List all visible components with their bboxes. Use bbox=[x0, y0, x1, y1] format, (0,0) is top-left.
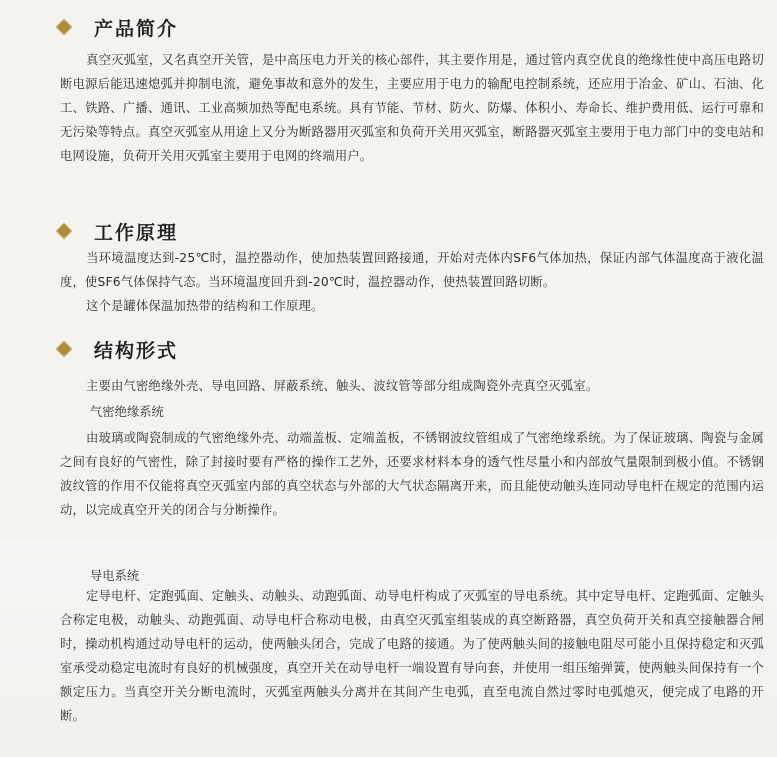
paragraph-text: 真空灭弧室，又名真空开关管，是中高压电力开关的核心部件，其主要作用是，通过管内真空优良的绝缘性使中高压电路切断电源后能迅速熄弧并抑制电流，避免事故和意外的发生，主要应用于电力的输配电控制系统，还应用于冶金、矿山、石油、化工、铁路、广播、通讯、工业高频加热等配电系统。具有节能、节材、防火、防爆、体积小、寿命长、维护费用低、运行可靠和无污染等特点。真空灭弧室从用途上又分为断路器用灭弧室和负荷开关用灭弧室，断路器灭弧室主要用于电力部门中的变电站和电网设施，负荷开关用灭弧室主要用于电网的终端用户。 bbox=[60, 53, 764, 163]
diamond-bullet-icon bbox=[56, 341, 73, 358]
section-header-product-intro bbox=[52, 12, 178, 42]
subsection-title-conductive: 导电系统 bbox=[90, 569, 140, 583]
paragraph-text: 当环境温度达到-25℃时，温控器动作，使加热装置回路接通，开始对壳体内SF6气体加热，保证内部气体温度高于液化温度，使SF6气体保持气态。当环境温度回升到-20℃时，温控器动作，使热装置回路切断。 bbox=[60, 251, 764, 289]
section-header-working-principle bbox=[52, 216, 178, 246]
structure-intro bbox=[60, 374, 764, 398]
paragraph-text: 主要由气密绝缘外壳、导电回路、屏蔽系统、触头、波纹管等部分组成陶瓷外壳真空灭弧室。 bbox=[86, 379, 599, 393]
paragraph-text: 这个是罐体保温加热带的结构和工作原理。 bbox=[86, 299, 324, 313]
airtight-system-paragraph bbox=[60, 426, 764, 522]
paragraph-text: 定导电杆、定跑弧面、定触头、动触头、动跑弧面、动导电杆构成了灭弧室的导电系统。其中定导电杆、定跑弧面、定触头合称定电极，动触头、动跑弧面、动导电杆合称动电极，由真空灭弧室组装成的真空断路器，真空负荷开关和真空接触器合闸时，操动机构通过动导电杆的运动，使两触头闭合，完成了电路的接通。为了使两触头间的接触电阻尽可能小且保持稳定和灭弧室承受动稳定电流时有良好的机械强度，真空开关在动导电杆一端设置有导向套，并使用一组压缩弹簧，使两触头间保持有一个额定压力。当真空开关分断电流时，灭弧室两触头分离并在其间产生电弧，直至电流自然过零时电弧熄灭，便完成了电路的开断。 bbox=[60, 589, 764, 723]
diamond-bullet-icon bbox=[56, 19, 73, 36]
section-title: 结构形式 bbox=[94, 339, 179, 362]
conductive-system-paragraph bbox=[60, 584, 764, 728]
section-title: 产品简介 bbox=[94, 17, 179, 40]
working-principle-paragraph bbox=[60, 246, 764, 318]
section-title: 工作原理 bbox=[94, 221, 179, 244]
subsection-title-airtight: 气密绝缘系统 bbox=[90, 405, 164, 419]
product-intro-paragraph bbox=[60, 48, 764, 168]
paragraph-text: 由玻璃或陶瓷制成的气密绝缘外壳、动端盖板、定端盖板，不锈钢波纹管组成了气密绝缘系统。为了保证玻璃、陶瓷与金属之间有良好的气密性，除了封接时要有严格的操作工艺外，还要求材料本身的透气性尽量小和内部放气量限制到极小值。不锈钢波纹管的作用不仅能将真空灭弧室内部的真空状态与外部的大气状态隔离开来，而且能使动触头连同动导电杆在规定的范围内运动，以完成真空开关的闭合与分断操作。 bbox=[60, 431, 764, 517]
diamond-bullet-icon bbox=[56, 223, 73, 240]
section-header-structure bbox=[52, 334, 178, 364]
